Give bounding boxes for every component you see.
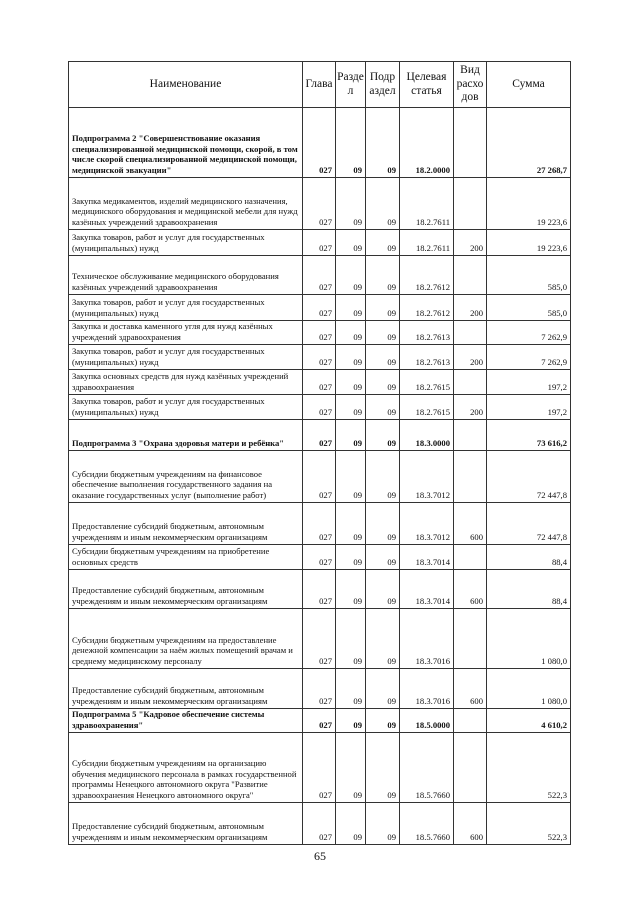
cell-podrazdel: 09 xyxy=(366,256,400,295)
cell-podrazdel: 09 xyxy=(366,545,400,570)
cell-vid xyxy=(454,370,487,395)
cell-statya: 18.3.0000 xyxy=(400,420,454,451)
cell-podrazdel: 09 xyxy=(366,345,400,370)
cell-glava: 027 xyxy=(303,503,336,545)
cell-razdel: 09 xyxy=(336,395,366,420)
cell-vid xyxy=(454,321,487,345)
cell-razdel: 09 xyxy=(336,108,366,178)
cell-podrazdel: 09 xyxy=(366,230,400,256)
cell-razdel: 09 xyxy=(336,420,366,451)
cell-name: Субсидии бюджетным учреждениям на предоставление денежной компенсации за наём жилых помещений врачам и среднему медицинскому персоналу xyxy=(69,609,303,669)
cell-summa: 88,4 xyxy=(487,570,571,609)
cell-podrazdel: 09 xyxy=(366,420,400,451)
cell-podrazdel: 09 xyxy=(366,609,400,669)
cell-glava: 027 xyxy=(303,230,336,256)
cell-summa: 1 080,0 xyxy=(487,669,571,709)
cell-statya: 18.2.7612 xyxy=(400,256,454,295)
cell-razdel: 09 xyxy=(336,451,366,503)
cell-glava: 027 xyxy=(303,178,336,230)
cell-podrazdel: 09 xyxy=(366,669,400,709)
page-number: 65 xyxy=(314,849,326,863)
table-row xyxy=(69,503,571,545)
cell-glava: 027 xyxy=(303,295,336,321)
cell-razdel: 09 xyxy=(336,570,366,609)
table-row xyxy=(69,345,571,370)
cell-glava: 027 xyxy=(303,803,336,845)
table-row xyxy=(69,570,571,609)
cell-vid xyxy=(454,256,487,295)
cell-name: Подпрограмма 5 "Кадровое обеспечение системы здравоохранения" xyxy=(69,709,303,733)
cell-glava: 027 xyxy=(303,570,336,609)
cell-name: Закупка основных средств для нужд казённых учреждений здравоохранения xyxy=(69,370,303,395)
cell-statya: 18.2.7613 xyxy=(400,345,454,370)
table-header-row xyxy=(69,62,571,108)
cell-statya: 18.2.7615 xyxy=(400,370,454,395)
cell-razdel: 09 xyxy=(336,709,366,733)
cell-razdel: 09 xyxy=(336,545,366,570)
table-row xyxy=(69,420,571,451)
cell-glava: 027 xyxy=(303,609,336,669)
cell-name: Предоставление субсидий бюджетным, автономным учреждениям и иным некоммерческим организациям xyxy=(69,570,303,609)
cell-vid xyxy=(454,733,487,803)
cell-summa: 27 268,7 xyxy=(487,108,571,178)
cell-summa: 197,2 xyxy=(487,395,571,420)
table-row xyxy=(69,295,571,321)
cell-glava: 027 xyxy=(303,669,336,709)
cell-statya: 18.3.7016 xyxy=(400,609,454,669)
cell-name: Субсидии бюджетным учреждениям на приобретение основных средств xyxy=(69,545,303,570)
cell-summa: 7 262,9 xyxy=(487,345,571,370)
header-statya: Целевая статья xyxy=(400,62,454,108)
cell-podrazdel: 09 xyxy=(366,570,400,609)
cell-vid: 600 xyxy=(454,570,487,609)
cell-vid xyxy=(454,609,487,669)
header-glava: Глава xyxy=(303,62,336,108)
table-row xyxy=(69,609,571,669)
cell-glava: 027 xyxy=(303,451,336,503)
cell-summa: 73 616,2 xyxy=(487,420,571,451)
cell-glava: 027 xyxy=(303,321,336,345)
cell-vid xyxy=(454,545,487,570)
cell-summa: 585,0 xyxy=(487,295,571,321)
cell-summa: 7 262,9 xyxy=(487,321,571,345)
cell-vid xyxy=(454,178,487,230)
cell-statya: 18.3.7012 xyxy=(400,503,454,545)
table-row xyxy=(69,395,571,420)
cell-name: Закупка и доставка каменного угля для нужд казённых учреждений здравоохранения xyxy=(69,321,303,345)
cell-summa: 585,0 xyxy=(487,256,571,295)
cell-glava: 027 xyxy=(303,395,336,420)
cell-statya: 18.2.7615 xyxy=(400,395,454,420)
cell-vid: 600 xyxy=(454,803,487,845)
cell-name: Подпрограмма 2 "Совершенствование оказания специализированной медицинской помощи, скорой, в том числе скорой специализированной медицинской помощи, медицинской эвакуации" xyxy=(69,108,303,178)
cell-podrazdel: 09 xyxy=(366,503,400,545)
cell-razdel: 09 xyxy=(336,230,366,256)
cell-vid: 200 xyxy=(454,395,487,420)
table-row xyxy=(69,370,571,395)
cell-name: Предоставление субсидий бюджетным, автономным учреждениям и иным некоммерческим организациям xyxy=(69,669,303,709)
cell-name: Закупка товаров, работ и услуг для государственных (муниципальных) нужд xyxy=(69,345,303,370)
cell-vid: 600 xyxy=(454,669,487,709)
cell-name: Закупка товаров, работ и услуг для государственных (муниципальных) нужд xyxy=(69,295,303,321)
cell-razdel: 09 xyxy=(336,178,366,230)
cell-statya: 18.5.7660 xyxy=(400,803,454,845)
cell-statya: 18.2.7611 xyxy=(400,230,454,256)
table-row xyxy=(69,108,571,178)
cell-podrazdel: 09 xyxy=(366,395,400,420)
cell-summa: 522,3 xyxy=(487,803,571,845)
cell-statya: 18.2.7611 xyxy=(400,178,454,230)
cell-glava: 027 xyxy=(303,545,336,570)
cell-razdel: 09 xyxy=(336,503,366,545)
cell-glava: 027 xyxy=(303,345,336,370)
cell-name: Закупка медикаментов, изделий медицинского назначения, медицинского оборудования и медицинской мебели для нужд казённых учреждений здравоохранения xyxy=(69,178,303,230)
cell-podrazdel: 09 xyxy=(366,321,400,345)
header-razdel: Разде л xyxy=(336,62,366,108)
cell-name: Подпрограмма 3 "Охрана здоровья матери и ребёнка" xyxy=(69,420,303,451)
cell-razdel: 09 xyxy=(336,370,366,395)
cell-vid: 600 xyxy=(454,503,487,545)
cell-podrazdel: 09 xyxy=(366,295,400,321)
header-name: Наименование xyxy=(69,62,303,108)
cell-statya: 18.2.0000 xyxy=(400,108,454,178)
cell-summa: 72 447,8 xyxy=(487,503,571,545)
cell-summa: 4 610,2 xyxy=(487,709,571,733)
cell-glava: 027 xyxy=(303,256,336,295)
cell-name: Предоставление субсидий бюджетным, автономным учреждениям и иным некоммерческим организациям xyxy=(69,803,303,845)
cell-summa: 1 080,0 xyxy=(487,609,571,669)
cell-summa: 19 223,6 xyxy=(487,178,571,230)
cell-glava: 027 xyxy=(303,733,336,803)
table-row xyxy=(69,545,571,570)
cell-razdel: 09 xyxy=(336,256,366,295)
cell-name: Предоставление субсидий бюджетным, автономным учреждениям и иным некоммерческим организациям xyxy=(69,503,303,545)
cell-statya: 18.3.7014 xyxy=(400,570,454,609)
cell-vid xyxy=(454,709,487,733)
cell-vid: 200 xyxy=(454,230,487,256)
table-row xyxy=(69,178,571,230)
cell-summa: 197,2 xyxy=(487,370,571,395)
cell-statya: 18.2.7613 xyxy=(400,321,454,345)
cell-name: Закупка товаров, работ и услуг для государственных (муниципальных) нужд xyxy=(69,230,303,256)
cell-name: Субсидии бюджетным учреждениям на финансовое обеспечение выполнения государственного задания на оказание государственных услуг (выполнение работ) xyxy=(69,451,303,503)
cell-summa: 72 447,8 xyxy=(487,451,571,503)
table-row xyxy=(69,709,571,733)
cell-podrazdel: 09 xyxy=(366,370,400,395)
table-row xyxy=(69,256,571,295)
cell-vid: 200 xyxy=(454,345,487,370)
table-row xyxy=(69,733,571,803)
cell-razdel: 09 xyxy=(336,345,366,370)
table-row xyxy=(69,321,571,345)
cell-name: Техническое обслуживание медицинского оборудования казённых учреждений здравоохранения xyxy=(69,256,303,295)
cell-razdel: 09 xyxy=(336,295,366,321)
cell-razdel: 09 xyxy=(336,609,366,669)
cell-vid xyxy=(454,420,487,451)
cell-podrazdel: 09 xyxy=(366,709,400,733)
cell-glava: 027 xyxy=(303,709,336,733)
cell-glava: 027 xyxy=(303,108,336,178)
cell-razdel: 09 xyxy=(336,733,366,803)
table-row xyxy=(69,803,571,845)
table-row xyxy=(69,451,571,503)
cell-vid xyxy=(454,108,487,178)
cell-razdel: 09 xyxy=(336,803,366,845)
cell-glava: 027 xyxy=(303,420,336,451)
header-podrazdel: Подр аздел xyxy=(366,62,400,108)
cell-razdel: 09 xyxy=(336,669,366,709)
budget-table xyxy=(68,61,571,845)
cell-podrazdel: 09 xyxy=(366,451,400,503)
table-row xyxy=(69,669,571,709)
cell-name: Субсидии бюджетным учреждениям на организацию обучения медицинского персонала в рамках государственной программы Ненецкого автономного округа "Развитие здравоохранения Ненецкого автономного округа" xyxy=(69,733,303,803)
cell-vid: 200 xyxy=(454,295,487,321)
cell-razdel: 09 xyxy=(336,321,366,345)
cell-glava: 027 xyxy=(303,370,336,395)
cell-statya: 18.3.7014 xyxy=(400,545,454,570)
cell-statya: 18.5.0000 xyxy=(400,709,454,733)
cell-statya: 18.2.7612 xyxy=(400,295,454,321)
cell-summa: 88,4 xyxy=(487,545,571,570)
cell-statya: 18.3.7016 xyxy=(400,669,454,709)
cell-statya: 18.3.7012 xyxy=(400,451,454,503)
header-vid: Вид расхо дов xyxy=(454,62,487,108)
cell-summa: 19 223,6 xyxy=(487,230,571,256)
table-row xyxy=(69,230,571,256)
cell-statya: 18.5.7660 xyxy=(400,733,454,803)
cell-podrazdel: 09 xyxy=(366,108,400,178)
cell-podrazdel: 09 xyxy=(366,803,400,845)
cell-name: Закупка товаров, работ и услуг для государственных (муниципальных) нужд xyxy=(69,395,303,420)
cell-summa: 522,3 xyxy=(487,733,571,803)
cell-podrazdel: 09 xyxy=(366,178,400,230)
cell-podrazdel: 09 xyxy=(366,733,400,803)
header-summa: Сумма xyxy=(487,62,571,108)
cell-vid xyxy=(454,451,487,503)
